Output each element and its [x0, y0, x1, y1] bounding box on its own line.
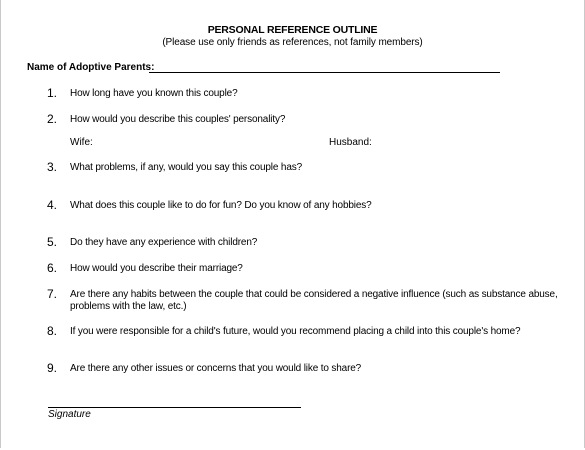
question-text-5: Do they have any experience with children?: [70, 237, 258, 248]
question-text-8: If you were responsible for a child's future, would you recommend placing a child into this couple's home?: [70, 326, 521, 337]
adoptive-parents-field[interactable]: [149, 72, 500, 73]
question-number-4: 4.: [47, 198, 58, 212]
question-text-7: Are there any habits between the couple that could be considered a negative influence (such as substance abuse, problems with the law, etc.): [70, 289, 558, 312]
adoptive-parents-label: Name of Adoptive Parents:: [27, 62, 155, 73]
question-number-8: 8.: [47, 324, 58, 338]
question-number-1: 1.: [47, 86, 58, 100]
question-number-2: 2.: [47, 112, 58, 126]
wife-label: Wife:: [70, 137, 93, 148]
question-number-5: 5.: [47, 235, 58, 249]
husband-label: Husband:: [329, 137, 372, 148]
question-number-6: 6.: [47, 261, 58, 275]
question-text-4: What does this couple like to do for fun? Do you know of any hobbies?: [70, 200, 372, 211]
question-text-2: How would you describe this couples' personality?: [70, 114, 286, 125]
document-title: PERSONAL REFERENCE OUTLINE: [207, 24, 378, 36]
signature-label: Signature: [48, 409, 91, 420]
document-subtitle: (Please use only friends as references, not family members): [162, 37, 423, 48]
question-text-3: What problems, if any, would you say this couple has?: [70, 162, 302, 173]
signature-field[interactable]: [48, 407, 301, 408]
question-number-3: 3.: [47, 160, 58, 174]
question-text-1: How long have you known this couple?: [70, 88, 238, 99]
question-text-9: Are there any other issues or concerns that you would like to share?: [70, 363, 362, 374]
question-number-7: 7.: [47, 287, 58, 301]
question-text-6: How would you describe their marriage?: [70, 263, 243, 274]
question-number-9: 9.: [47, 361, 58, 375]
